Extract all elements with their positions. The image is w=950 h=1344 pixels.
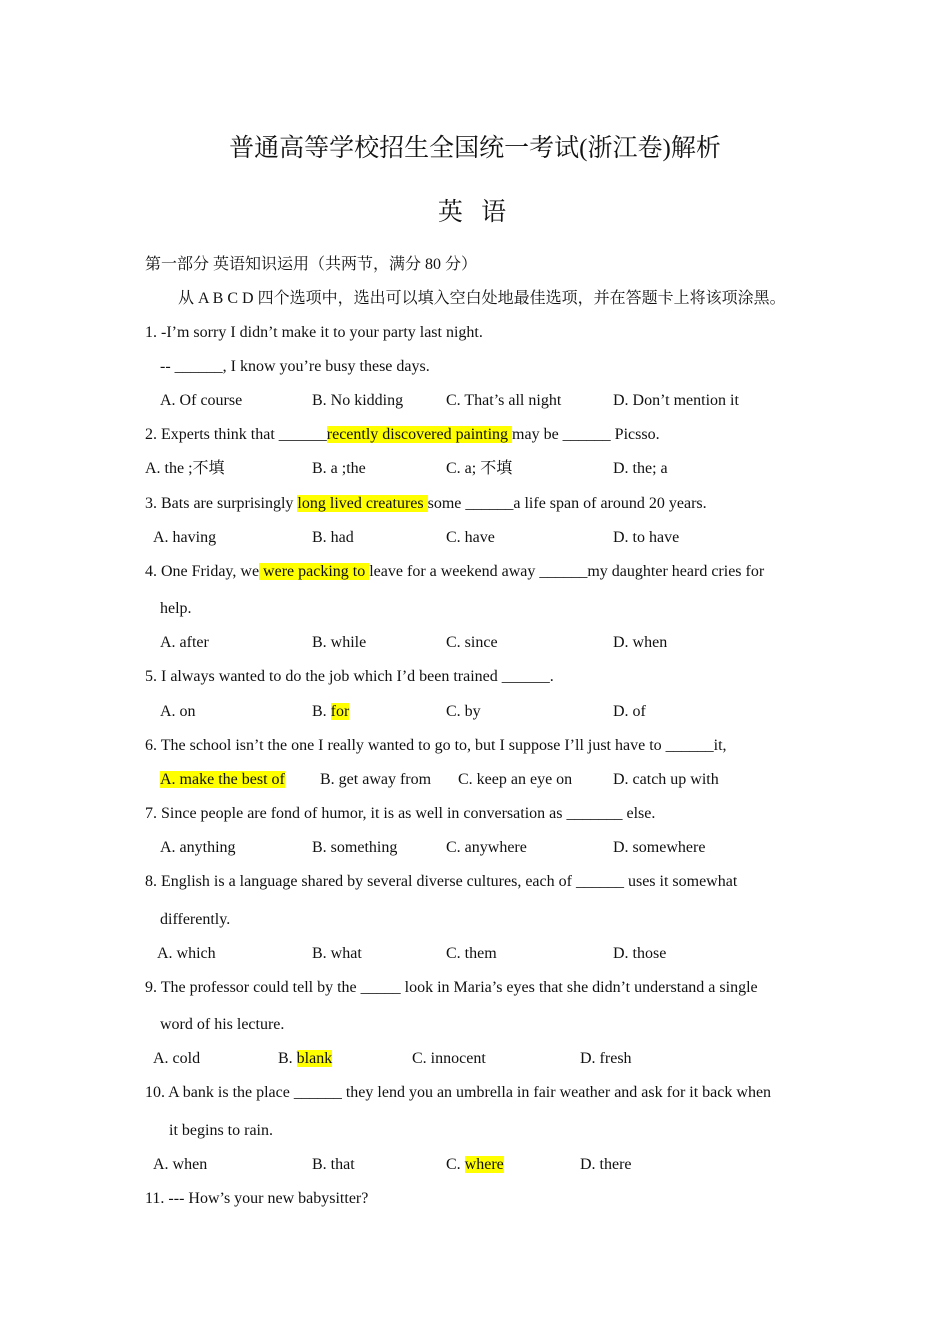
instruction: 从 A B C D 四个选项中，选出可以填入空白处地最佳选项，并在答题卡上将该项涂黑。 (178, 290, 786, 307)
question-5-option-c: C. by (446, 703, 481, 720)
question-4-continuation: help. (160, 600, 192, 617)
question-5-stem: 5. I always wanted to do the job which I’d been trained ______. (145, 668, 554, 685)
question-8-continuation: differently. (160, 911, 231, 928)
question-1-option-d: D. Don’t mention it (613, 392, 739, 409)
question-9-option-b (278, 1049, 332, 1069)
stem-text: leave for a weekend away ______my daughter heard cries for (369, 563, 765, 580)
highlighted-answer: A. make the best of (160, 771, 285, 788)
question-6-stem: 6. The school isn’t the one I really wanted to go to, but I suppose I’ll just have to ______it, (145, 737, 727, 754)
question-1-option-c: C. That’s all night (446, 392, 562, 409)
question-4-option-c: C. since (446, 634, 498, 651)
question-3-option-d: D. to have (613, 529, 680, 546)
question-10-stem: 10. A bank is the place ______ they lend you an umbrella in fair weather and ask for it back when (145, 1084, 772, 1101)
option-letter: B. (278, 1050, 297, 1067)
question-5-option-d: D. of (613, 703, 646, 720)
question-4-option-b: B. while (312, 634, 367, 651)
highlighted-answer: where (464, 1156, 504, 1173)
question-3-option-c: C. have (446, 529, 495, 546)
question-10-option-d: D. there (580, 1156, 632, 1173)
question-2-stem (145, 425, 660, 445)
question-4-option-d: D. when (613, 634, 668, 651)
question-6-option-b: B. get away from (320, 771, 432, 788)
question-2-option-d: D. the; a (613, 460, 668, 477)
option-letter: B. (312, 703, 331, 720)
stem-text: some ______a life span of around 20 years. (427, 495, 707, 512)
question-2-option-a: A. the ;不填 (145, 460, 225, 477)
question-7-option-b: B. something (312, 839, 398, 856)
question-2-option-b: B. a ;the (312, 460, 366, 477)
page-title: 普通高等学校招生全国统一考试(浙江卷)解析 (229, 135, 721, 162)
question-1-reply: -- ______, I know you’re busy these days. (160, 358, 430, 375)
question-5-option-a: A. on (160, 703, 196, 720)
question-9-continuation: word of his lecture. (160, 1016, 285, 1033)
question-8-option-d: D. those (613, 945, 667, 962)
question-7-option-c: C. anywhere (446, 839, 527, 856)
question-4-option-a: A. after (160, 634, 209, 651)
highlighted-text: were packing to (259, 563, 370, 580)
highlighted-text: recently discovered painting (326, 426, 513, 443)
question-3-stem (145, 494, 707, 514)
question-10-option-c (446, 1155, 504, 1175)
highlighted-text: long lived creatures (297, 495, 428, 512)
highlighted-answer: for (330, 703, 350, 720)
question-10-option-b: B. that (312, 1156, 355, 1173)
highlighted-answer: blank (296, 1050, 333, 1067)
question-2-option-c: C. a; 不填 (446, 460, 513, 477)
question-9-stem: 9. The professor could tell by the _____ look in Maria’s eyes that she didn’t understand a single (145, 979, 758, 996)
question-3-option-b: B. had (312, 529, 354, 546)
question-5-option-b (312, 702, 349, 722)
question-11-stem: 11. --- How’s your new babysitter? (145, 1190, 369, 1207)
question-6-option-a (160, 770, 285, 790)
question-7-stem: 7. Since people are fond of humor, it is as well in conversation as _______ else. (145, 805, 656, 822)
stem-text: 3. Bats are surprisingly (145, 495, 298, 512)
stem-text: 4. One Friday, we (145, 563, 260, 580)
question-9-option-a: A. cold (153, 1050, 201, 1067)
section-header: 第一部分 英语知识运用（共两节，满分 80 分） (145, 256, 478, 273)
question-8-option-c: C. them (446, 945, 497, 962)
question-3-option-a: A. having (153, 529, 217, 546)
question-8-option-b: B. what (312, 945, 362, 962)
option-letter: C. (446, 1156, 465, 1173)
question-6-option-d: D. catch up with (613, 771, 719, 788)
question-1-option-a: A. Of course (160, 392, 243, 409)
page-subtitle: 英 语 (437, 199, 513, 226)
question-4-stem (145, 562, 764, 582)
question-1-option-b: B. No kidding (312, 392, 404, 409)
question-10-option-a: A. when (153, 1156, 208, 1173)
question-9-option-c: C. innocent (412, 1050, 486, 1067)
question-10-continuation: it begins to rain. (169, 1122, 273, 1139)
stem-text: may be ______ Picsso. (512, 426, 660, 443)
question-7-option-a: A. anything (160, 839, 236, 856)
question-8-stem: 8. English is a language shared by several diverse cultures, each of ______ uses it somewhat (145, 873, 738, 890)
question-9-option-d: D. fresh (580, 1050, 632, 1067)
question-6-option-c: C. keep an eye on (458, 771, 573, 788)
question-8-option-a: A. which (157, 945, 216, 962)
stem-text: 2. Experts think that ______ (145, 426, 327, 443)
question-7-option-d: D. somewhere (613, 839, 706, 856)
question-1-stem: 1. -I’m sorry I didn’t make it to your party last night. (145, 324, 483, 341)
